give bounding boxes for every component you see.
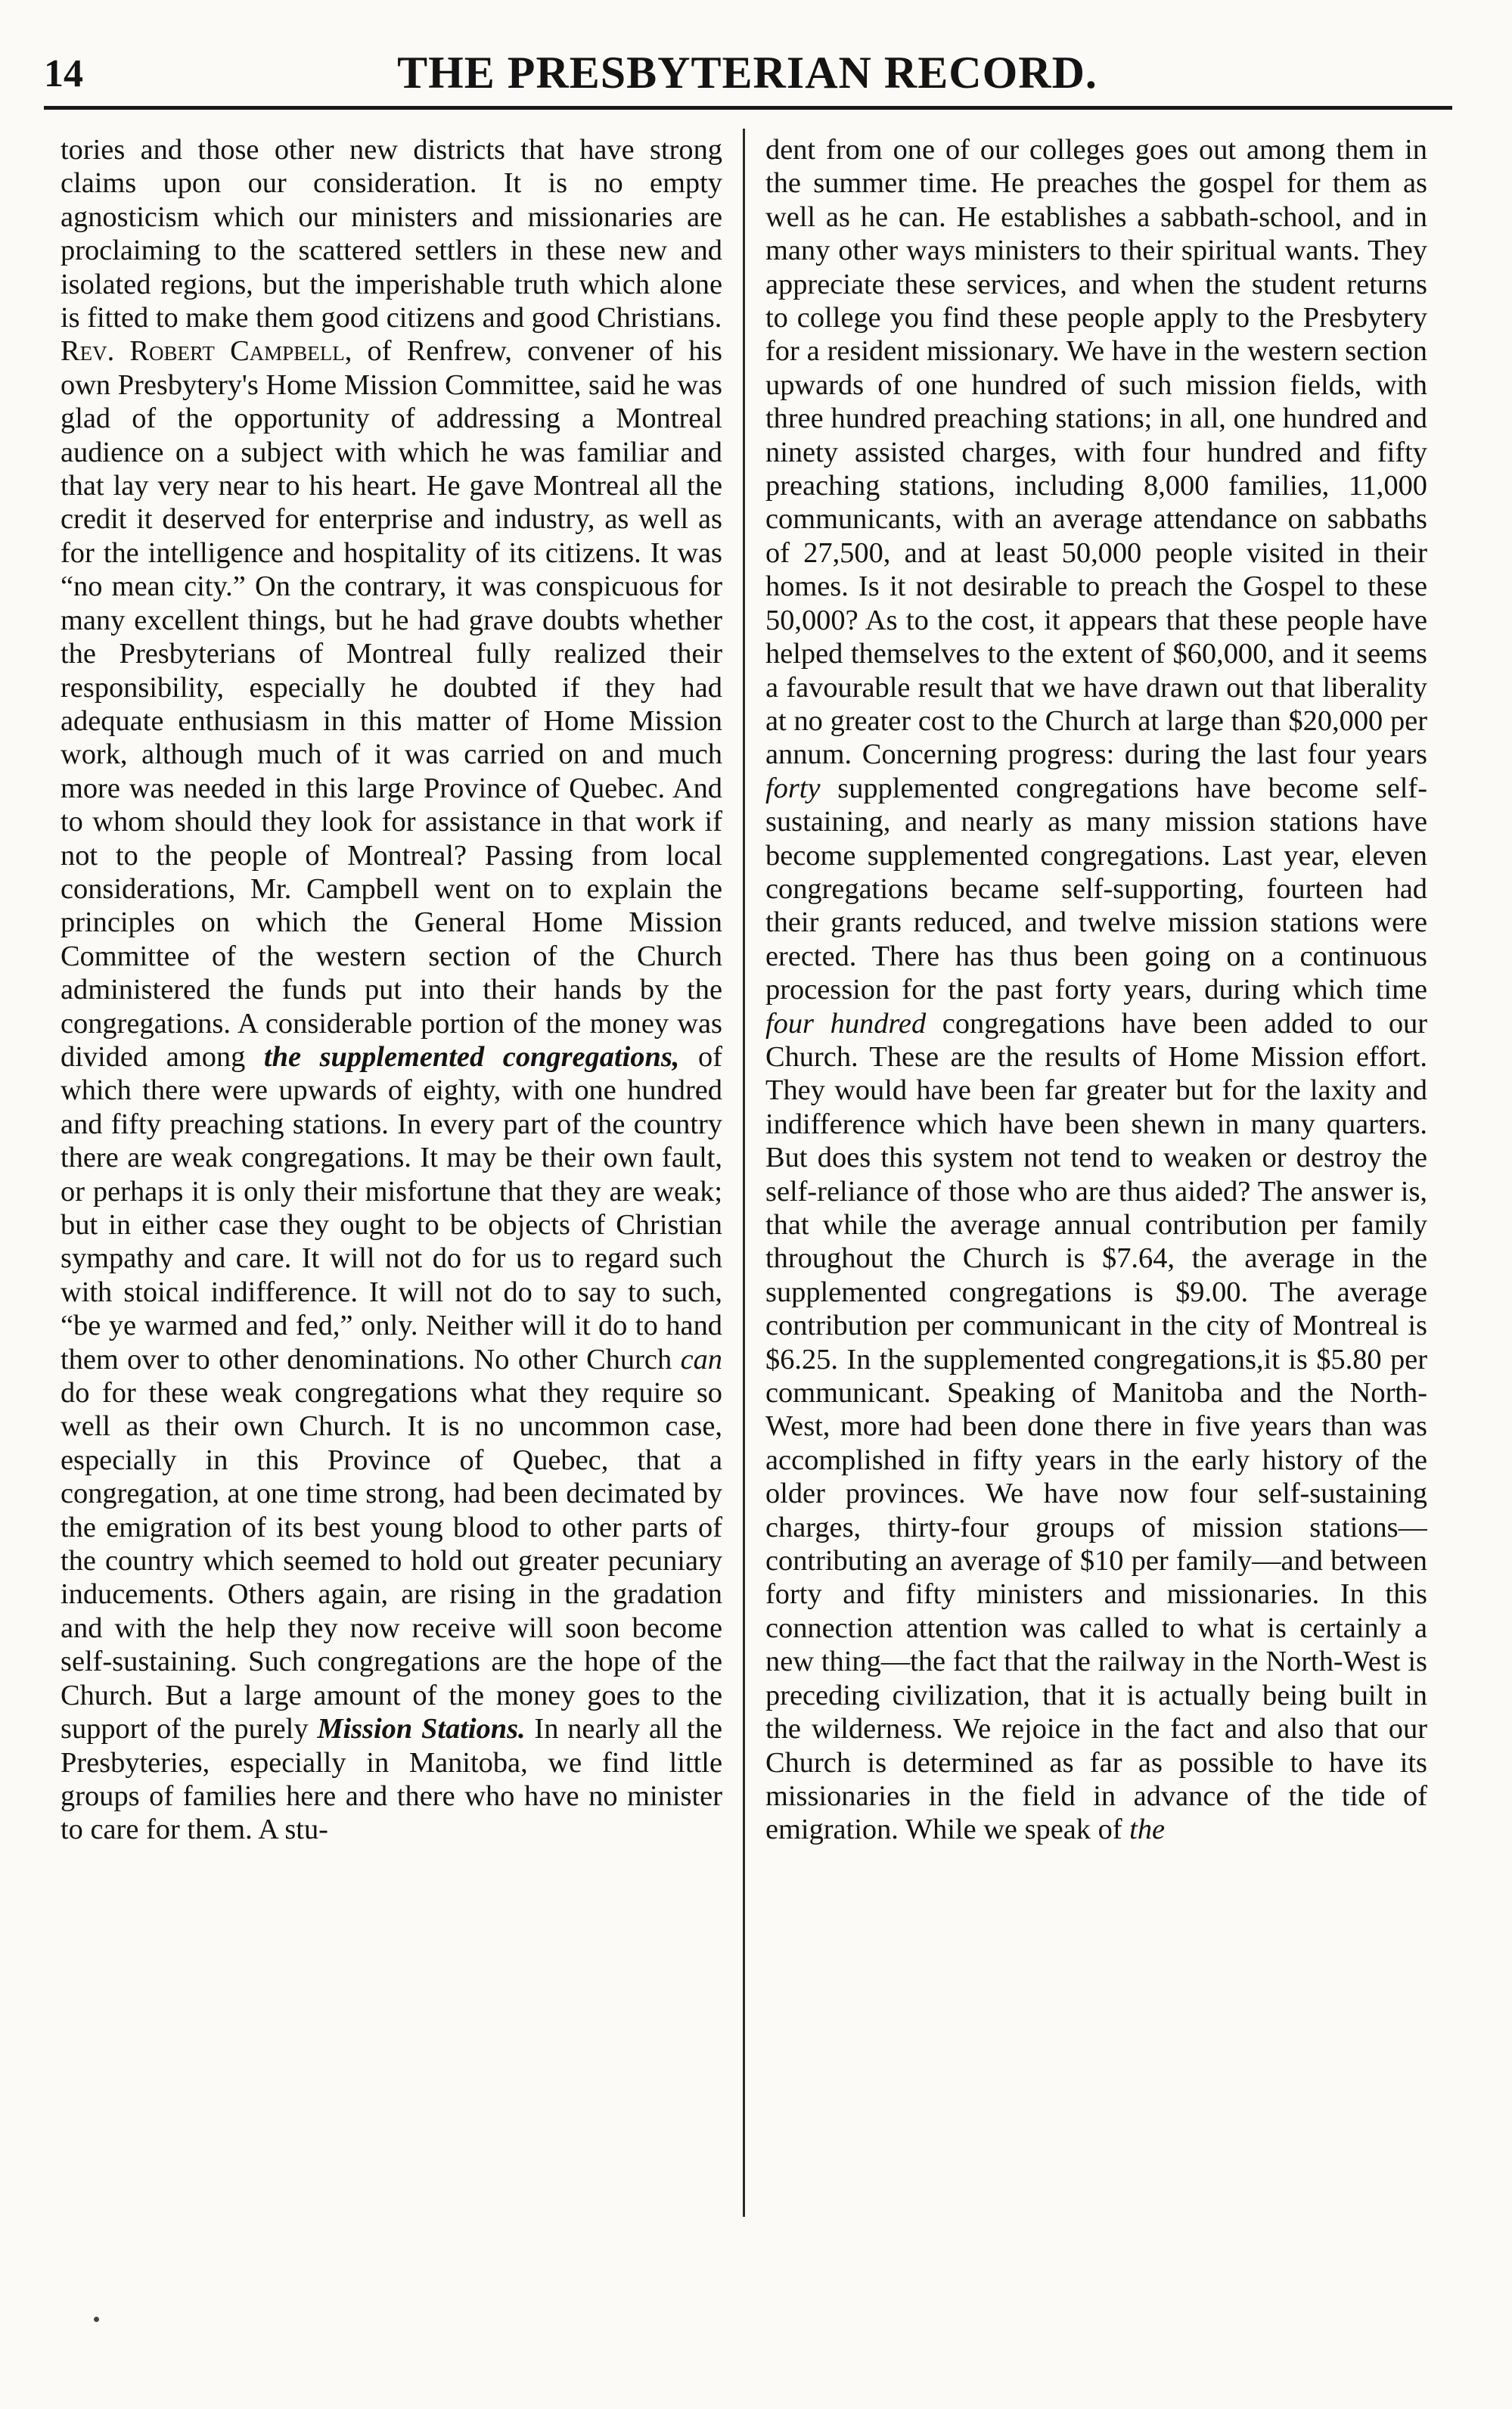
left-column xyxy=(61,133,722,2206)
text-run: In nearly all the Presbyteries, especially in Manitoba, we find little groups of families here and there who have no minister to care for them. A stu- xyxy=(61,1713,722,1846)
text-run: of Renfrew, convener of his own Presbytery's Home Mission Committee, said he was glad of the opportunity of addressing a Montreal audience on a subject with which he was familiar and that lay very near to his heart. He gave Montreal all the credit it deserved for enterprise and industry, as well as for the intelligence and hospitality of its citizens. It was “no mean city.” On the contrary, it was conspicuous for many excellent things, but he had grave doubts whether the Presbyterians of Montreal fully realized their responsibility, especially he doubted if they had adequate enthusiasm in this matter of Home Mission work, although much of it was carried on and much more was needed in this large Province of Quebec. And to whom should they look for assistance in that work if not to the people of Montreal? Passing from local considerations, Mr. Campbell went on to explain the principles on which the General Home Mission Committee of the western section of the Church administered the funds put into their hands by the congregations. A considerable portion of the money was divided among xyxy=(61,335,722,1073)
paragraph-campbell xyxy=(61,334,722,1846)
emphasis-run: can xyxy=(680,1343,722,1375)
paragraph-intro: tories and those other new districts that have strong claims upon our consideration. It is no empty agnosticism which our ministers and missionaries are proclaiming to the scattered settlers in these new and isolated regions, but the imperishable truth which alone is fitted to make them good citizens and good Christians. xyxy=(61,134,722,334)
page-number: 14 xyxy=(44,52,83,95)
speaker-name: Rev. Robert Campbell, xyxy=(61,335,352,368)
header-rule xyxy=(44,106,1452,110)
emphasis-run: the xyxy=(1129,1814,1166,1846)
text-run: supplemented congregations have become self-sustaining, and nearly as many mission stations have become supplemented congregations. Last year, eleven congregations became self-supporting, fourteen had their grants reduced, and twelve mission stations were erected. There has thus been going on a continuous procession for the past forty years, during which time xyxy=(765,772,1427,1006)
page-header xyxy=(44,38,1451,103)
right-column xyxy=(765,133,1427,2206)
paragraph-continued xyxy=(765,133,1427,1847)
ink-speck xyxy=(94,2317,99,2322)
text-run: of which there were upwards of eighty, with one hundred and fifty preaching stations. In every part of the country there are weak congregations. It may be their own fault, or perhaps it is only their misfortune that they are weak; but in either case they ought to be objects of Christian sympathy and care. It will not do for us to regard such with stoical indifference. It will not do to say to such, “be ye warmed and fed,” only. Neither will it do to hand them over to other denominations. No other Church xyxy=(61,1040,722,1375)
text-run: do for these weak congregations what they require so well as their own Church. It is no uncommon case, especially in this Province of Quebec, that a congregation, at one time strong, had been decimated by the emigration of its best young blood to other parts of the country which seemed to hold out greater pecuniary inducements. Others again, are rising in the gradation and with the help they now receive will soon become self-sustaining. Such congregations are the hope of the Church. But a large amount of the money goes to the support of the purely xyxy=(61,1377,722,1745)
column-divider xyxy=(743,129,745,2217)
emphasis-run: Mission Stations. xyxy=(317,1713,526,1745)
emphasis-run: forty xyxy=(765,772,821,804)
emphasis-run: the supplemented congregations, xyxy=(263,1040,680,1073)
text-run: congregations have been added to our Church. These are the results of Home Mission effort. They would have been far greater but for the laxity and indifference which have been shewn in many quarters. But does this system not tend to weaken or destroy the self-reliance of those who are thus aided? The answer is, that while the average annual contribution per family throughout the Church is $7.64, the average in the supplemented congregations is $9.00. The average contribution per communicant in the city of Montreal is $6.25. In the supplemented congregations,it is $5.80 per communicant. Speaking of Manitoba and the North-West, more had been done there in five years than was accomplished in fifty years in the early history of the older provinces. We have now four self-sustaining charges, thirty-four groups of mission stations—contributing an average of $10 per family—and between forty and fifty ministers and missionaries. In this connection attention was called to what is certainly a new thing—the fact that the railway in the North-West is preceding civilization, that it is actually being built in the wilderness. We rejoice in the fact and also that our Church is determined as far as possible to have its missionaries in the field in advance of the tide of emigration. While we speak of xyxy=(765,1007,1427,1846)
text-run: dent from one of our colleges goes out among them in the summer time. He preaches the gospel for them as well as he can. He establishes a sabbath-school, and in many other ways ministers to their spiritual wants. They appreciate these services, and when the student returns to college you find these people apply to the Presbytery for a resident missionary. We have in the western section upwards of one hundred of such mission fields, with three hundred preaching stations; in all, one hundred and ninety assisted charges, with four hundred and fifty preaching stations, including 8,000 families, 11,000 communicants, with an average attendance on sabbaths of 27,500, and at least 50,000 people visited in their homes. Is it not desirable to preach the Gospel to these 50,000? As to the cost, it appears that these people have helped themselves to the extent of $60,000, and it seems a favourable result that we have drawn out that liberality at no greater cost to the Church at large than $20,000 per annum. Concerning progress: during the last four years xyxy=(765,134,1427,771)
emphasis-run: four hundred xyxy=(765,1007,927,1040)
running-title: THE PRESBYTERIAN RECORD. xyxy=(397,48,1098,98)
